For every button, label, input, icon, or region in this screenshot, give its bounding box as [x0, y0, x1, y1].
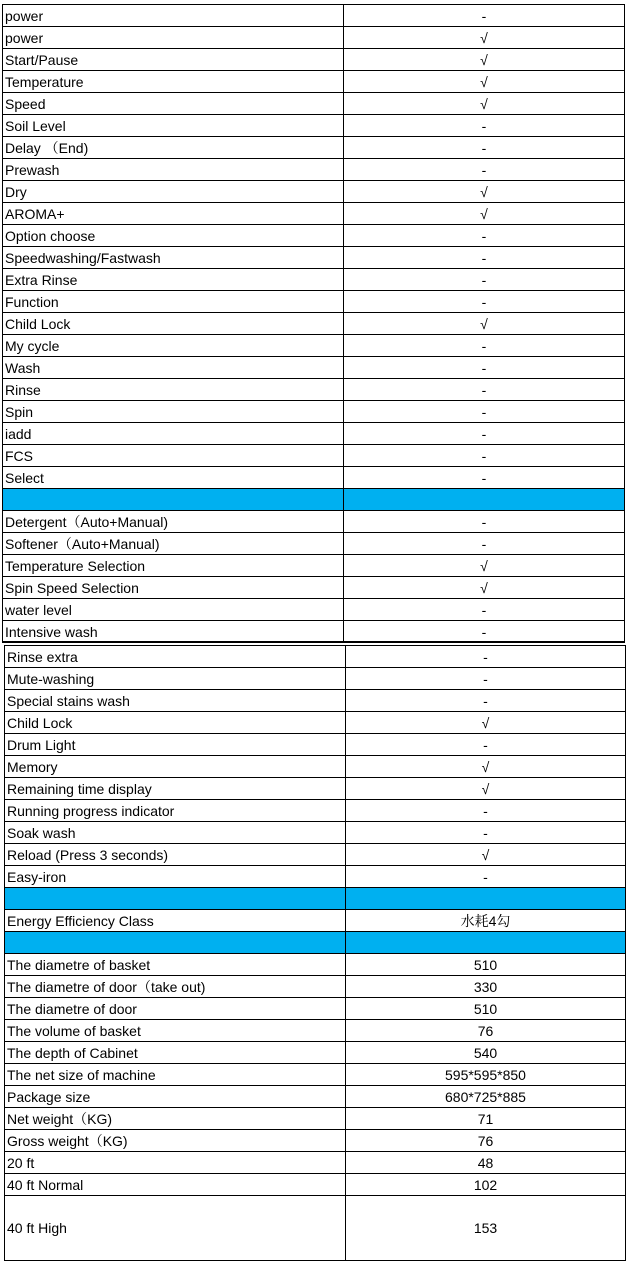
feature-value: - — [344, 159, 625, 181]
features-table-2 — [4, 645, 626, 1261]
table-row — [3, 379, 625, 401]
section-band-cell — [5, 888, 346, 910]
feature-label: Temperature — [3, 71, 344, 93]
table-row — [3, 401, 625, 423]
table-row — [3, 533, 625, 555]
feature-value: √ — [344, 71, 625, 93]
table-row — [3, 27, 625, 49]
table-row — [3, 159, 625, 181]
feature-label: Child Lock — [5, 712, 346, 734]
feature-value: - — [344, 335, 625, 357]
feature-label: Select — [3, 467, 344, 489]
feature-value: 330 — [346, 976, 626, 998]
feature-value: - — [344, 225, 625, 247]
table-row — [3, 225, 625, 247]
feature-value: √ — [346, 844, 626, 866]
table-row — [5, 822, 626, 844]
table-row — [3, 137, 625, 159]
feature-label: The diametre of door（take out) — [5, 976, 346, 998]
feature-label: Gross weight（KG) — [5, 1130, 346, 1152]
section-band-cell — [346, 932, 626, 954]
feature-value: - — [344, 599, 625, 621]
feature-label: Mute-washing — [5, 668, 346, 690]
feature-value: 水耗4勾 — [346, 910, 626, 932]
feature-value: - — [344, 5, 625, 27]
feature-label: Child Lock — [3, 313, 344, 335]
table-row — [5, 954, 626, 976]
features-table-1 — [2, 4, 625, 643]
section-band-cell — [5, 932, 346, 954]
table-row — [5, 1174, 626, 1196]
feature-label: FCS — [3, 445, 344, 467]
table-row — [3, 247, 625, 269]
feature-label: The depth of Cabinet — [5, 1042, 346, 1064]
feature-value: - — [346, 646, 626, 668]
table-row — [3, 5, 625, 27]
feature-label: water level — [3, 599, 344, 621]
features-table-1-body — [3, 5, 625, 643]
feature-value: 76 — [346, 1130, 626, 1152]
table-row — [5, 756, 626, 778]
feature-value: √ — [344, 27, 625, 49]
table-row — [5, 800, 626, 822]
table-row — [5, 646, 626, 668]
feature-value: 680*725*885 — [346, 1086, 626, 1108]
table-row — [3, 511, 625, 533]
feature-value: - — [344, 291, 625, 313]
section-band-row — [3, 489, 625, 511]
table-row — [5, 998, 626, 1020]
feature-value: 48 — [346, 1152, 626, 1174]
feature-label: Soak wash — [5, 822, 346, 844]
table-row — [5, 976, 626, 998]
feature-label: Rinse — [3, 379, 344, 401]
table-row — [5, 712, 626, 734]
feature-label: Soil Level — [3, 115, 344, 137]
feature-value: √ — [346, 778, 626, 800]
table-row — [5, 668, 626, 690]
table-row — [3, 71, 625, 93]
feature-value: 595*595*850 — [346, 1064, 626, 1086]
feature-value: - — [344, 137, 625, 159]
feature-label: Rinse extra — [5, 646, 346, 668]
feature-value: - — [346, 734, 626, 756]
feature-label: Detergent（Auto+Manual) — [3, 511, 344, 533]
feature-label: The diametre of door — [5, 998, 346, 1020]
feature-value: √ — [344, 203, 625, 225]
feature-value: 540 — [346, 1042, 626, 1064]
feature-value: - — [344, 379, 625, 401]
table-row — [3, 49, 625, 71]
table-row — [5, 1130, 626, 1152]
feature-label: Net weight（KG) — [5, 1108, 346, 1130]
feature-label: Memory — [5, 756, 346, 778]
section-band-row — [5, 888, 626, 910]
feature-value: - — [346, 866, 626, 888]
table-row — [5, 910, 626, 932]
table-row — [5, 1196, 626, 1261]
table-row — [3, 291, 625, 313]
feature-label: 40 ft Normal — [5, 1174, 346, 1196]
feature-label: Easy-iron — [5, 866, 346, 888]
feature-label: AROMA+ — [3, 203, 344, 225]
feature-label: Prewash — [3, 159, 344, 181]
feature-value: - — [344, 445, 625, 467]
table-row — [3, 599, 625, 621]
table-row — [5, 1086, 626, 1108]
table-row — [3, 423, 625, 445]
table-row — [3, 621, 625, 643]
section-band-cell — [344, 489, 625, 511]
table-row — [5, 1042, 626, 1064]
table-row — [3, 555, 625, 577]
table-row — [3, 313, 625, 335]
feature-value: √ — [344, 181, 625, 203]
table-row — [5, 690, 626, 712]
feature-label: Delay （End) — [3, 137, 344, 159]
feature-value: √ — [346, 756, 626, 778]
feature-label: Function — [3, 291, 344, 313]
table-row — [5, 1152, 626, 1174]
feature-label: iadd — [3, 423, 344, 445]
feature-label: Running progress indicator — [5, 800, 346, 822]
feature-label: power — [3, 5, 344, 27]
feature-value: - — [344, 533, 625, 555]
feature-value: 71 — [346, 1108, 626, 1130]
feature-label: Energy Efficiency Class — [5, 910, 346, 932]
feature-value: 76 — [346, 1020, 626, 1042]
feature-label: Start/Pause — [3, 49, 344, 71]
table-row — [3, 445, 625, 467]
table-row — [5, 734, 626, 756]
feature-value: - — [344, 401, 625, 423]
feature-value: 510 — [346, 954, 626, 976]
table-row — [5, 1064, 626, 1086]
feature-label: Wash — [3, 357, 344, 379]
table-row — [3, 115, 625, 137]
feature-label: Intensive wash — [3, 621, 344, 643]
feature-value: - — [344, 621, 625, 643]
feature-label: Reload (Press 3 seconds) — [5, 844, 346, 866]
feature-label: Special stains wash — [5, 690, 346, 712]
table-row — [3, 93, 625, 115]
feature-label: The net size of machine — [5, 1064, 346, 1086]
table-row — [3, 467, 625, 489]
feature-label: The volume of basket — [5, 1020, 346, 1042]
table-row — [5, 778, 626, 800]
features-table-2-body — [5, 646, 626, 1261]
feature-label: Speedwashing/Fastwash — [3, 247, 344, 269]
feature-value: - — [344, 247, 625, 269]
feature-value: - — [344, 423, 625, 445]
feature-value: √ — [344, 555, 625, 577]
feature-value: 510 — [346, 998, 626, 1020]
table-row — [5, 866, 626, 888]
feature-label: Drum Light — [5, 734, 346, 756]
feature-value: - — [346, 668, 626, 690]
feature-label: Extra Rinse — [3, 269, 344, 291]
feature-label: The diametre of basket — [5, 954, 346, 976]
section-band-row — [5, 932, 626, 954]
table-row — [3, 335, 625, 357]
table-row — [3, 269, 625, 291]
table-row — [5, 1020, 626, 1042]
feature-value: - — [344, 115, 625, 137]
table-row — [3, 203, 625, 225]
feature-value: √ — [346, 712, 626, 734]
section-band-cell — [346, 888, 626, 910]
feature-label: Speed — [3, 93, 344, 115]
table-row — [3, 181, 625, 203]
feature-label: My cycle — [3, 335, 344, 357]
feature-label: 40 ft High — [5, 1196, 346, 1261]
feature-label: Package size — [5, 1086, 346, 1108]
feature-value: - — [344, 269, 625, 291]
feature-value: √ — [344, 313, 625, 335]
feature-value: - — [346, 800, 626, 822]
table-divider — [2, 641, 624, 642]
feature-value: √ — [344, 49, 625, 71]
feature-label: Spin — [3, 401, 344, 423]
feature-value: - — [346, 822, 626, 844]
feature-label: Softener（Auto+Manual) — [3, 533, 344, 555]
section-band-cell — [3, 489, 344, 511]
feature-label: Remaining time display — [5, 778, 346, 800]
feature-value: - — [346, 690, 626, 712]
table-row — [5, 844, 626, 866]
feature-value: - — [344, 357, 625, 379]
feature-label: Option choose — [3, 225, 344, 247]
feature-label: Spin Speed Selection — [3, 577, 344, 599]
feature-value: 102 — [346, 1174, 626, 1196]
feature-label: power — [3, 27, 344, 49]
feature-label: 20 ft — [5, 1152, 346, 1174]
feature-value: 153 — [346, 1196, 626, 1261]
table-row — [5, 1108, 626, 1130]
table-row — [3, 357, 625, 379]
feature-label: Temperature Selection — [3, 555, 344, 577]
table-row — [3, 577, 625, 599]
feature-label: Dry — [3, 181, 344, 203]
feature-value: √ — [344, 93, 625, 115]
feature-value: √ — [344, 577, 625, 599]
feature-value: - — [344, 467, 625, 489]
feature-value: - — [344, 511, 625, 533]
